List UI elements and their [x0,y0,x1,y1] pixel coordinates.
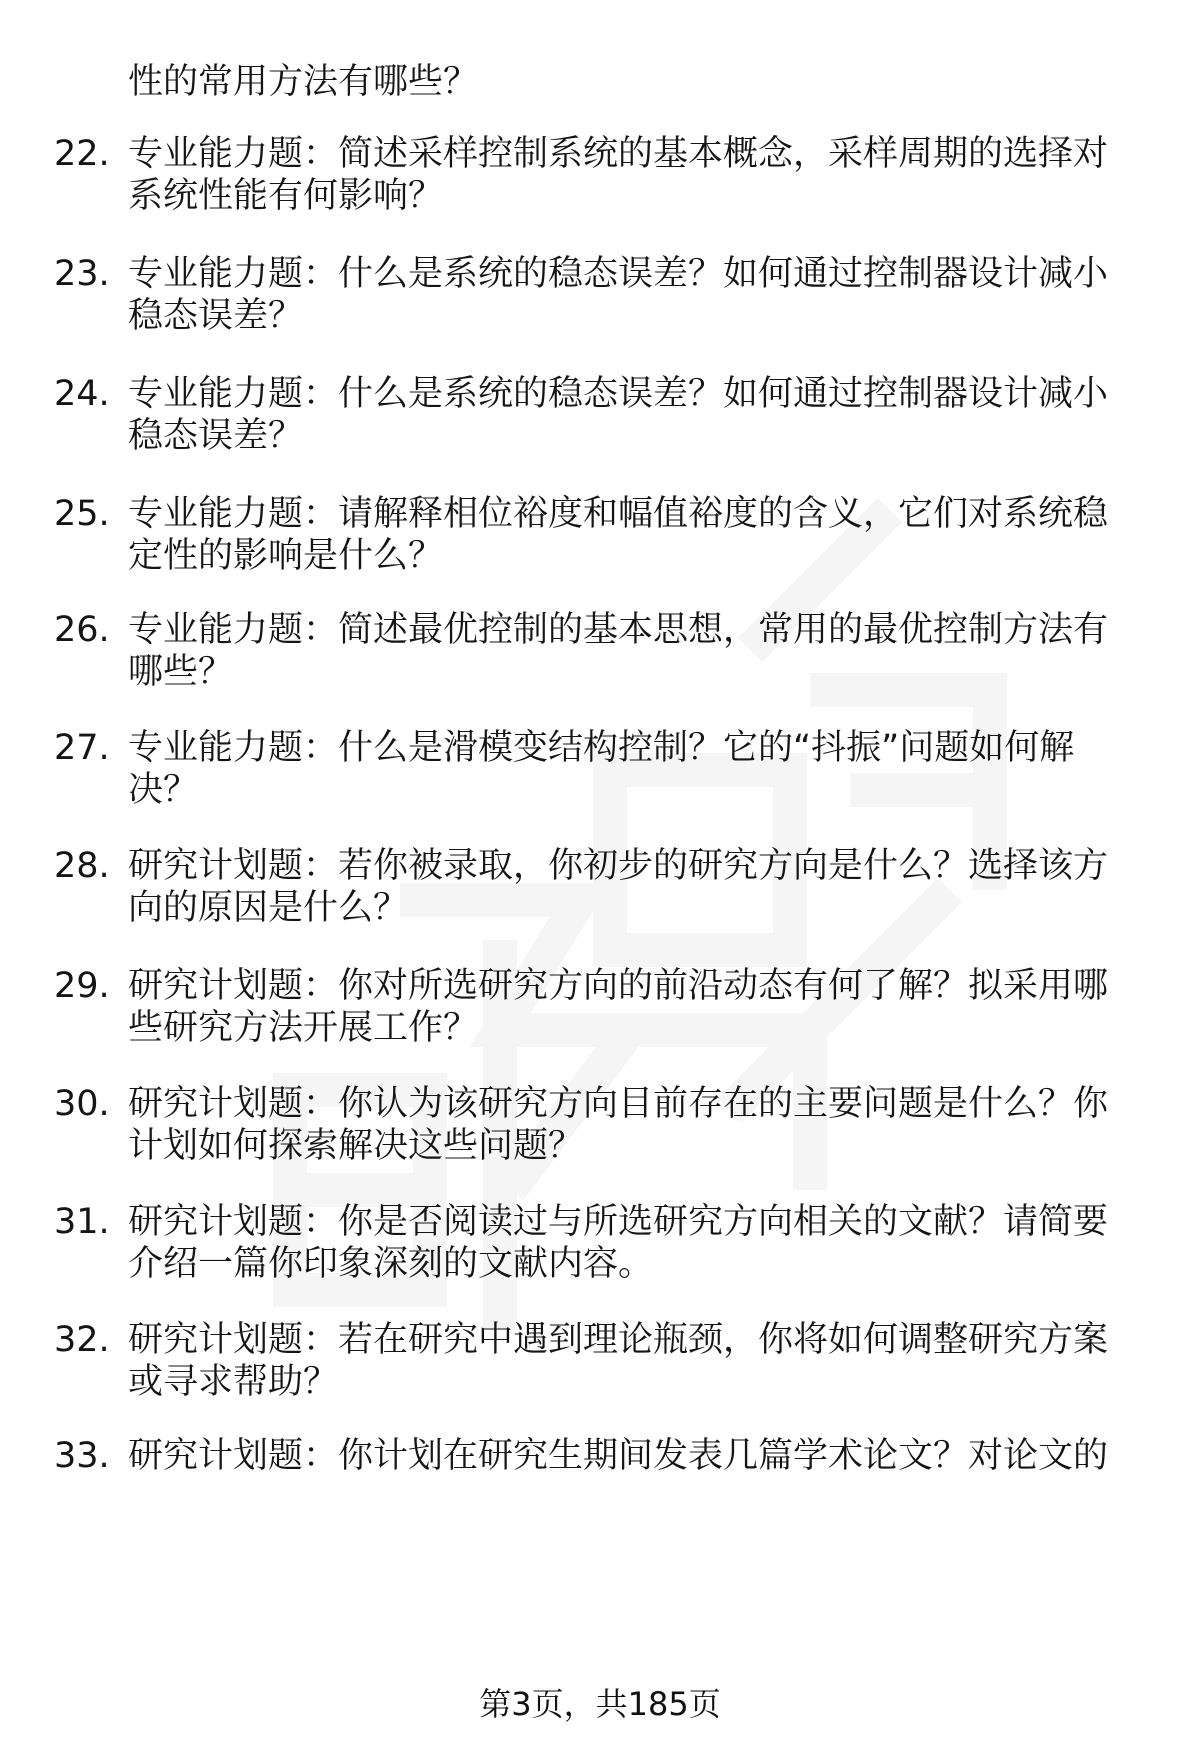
question-number: 22. [54,134,110,174]
question-text-line: 专业能力题：请解释相位裕度和幅值裕度的含义，它们对系统稳 [128,494,1109,534]
question-text-line: 决？ [128,770,199,810]
question-text-line: 专业能力题：什么是系统的稳态误差？如何通过控制器设计减小 [128,254,1109,294]
question-number: 32. [54,1320,110,1360]
question-number: 23. [54,254,110,294]
question-text-line: 研究计划题：你是否阅读过与所选研究方向相关的文献？请简要 [128,1202,1109,1242]
question-number: 26. [54,610,110,650]
question-text-line: 研究计划题：若在研究中遇到理论瓶颈，你将如何调整研究方案 [128,1320,1109,1360]
question-text-line: 专业能力题：什么是滑模变结构控制？它的“抖振”问题如何解 [128,728,1075,768]
question-number: 27. [54,728,110,768]
page-number-footer: 第3页，共185页 [479,1685,721,1723]
question-text-line: 哪些？ [128,652,234,692]
question-text-line: 研究计划题：你对所选研究方向的前沿动态有何了解？拟采用哪 [128,966,1109,1006]
question-text-line: 专业能力题：简述采样控制系统的基本概念，采样周期的选择对 [128,134,1109,174]
question-text-line: 向的原因是什么？ [128,888,409,928]
question-number: 24. [54,374,110,414]
question-text-line: 专业能力题：什么是系统的稳态误差？如何通过控制器设计减小 [128,374,1109,414]
question-text-line: 研究计划题：你计划在研究生期间发表几篇学术论文？对论文的 [128,1436,1109,1476]
question-text-line: 计划如何探索解决这些问题？ [128,1126,584,1166]
question-text-line: 或寻求帮助？ [128,1362,339,1402]
question-number: 28. [54,846,110,886]
question-text-line: 研究计划题：若你被录取，你初步的研究方向是什么？选择该方 [128,846,1109,886]
question-text-line: 稳态误差？ [128,296,304,336]
question-number: 31. [54,1202,110,1242]
question-text-line: 系统性能有何影响？ [128,176,444,216]
question-text-line: 专业能力题：简述最优控制的基本思想，常用的最优控制方法有 [128,610,1109,650]
question-number: 33. [54,1436,110,1476]
question-text-line: 定性的影响是什么？ [128,536,444,576]
question-number: 30. [54,1084,110,1124]
question-number: 25. [54,494,110,534]
question-text-line: 稳态误差？ [128,416,304,456]
question-text-line: 介绍一篇你印象深刻的文献内容。 [128,1244,654,1284]
continuation-text: 性的常用方法有哪些？ [128,62,479,102]
question-text-line: 研究计划题：你认为该研究方向目前存在的主要问题是什么？你 [128,1084,1109,1124]
question-text-line: 些研究方法开展工作？ [128,1008,479,1048]
question-number: 29. [54,966,110,1006]
